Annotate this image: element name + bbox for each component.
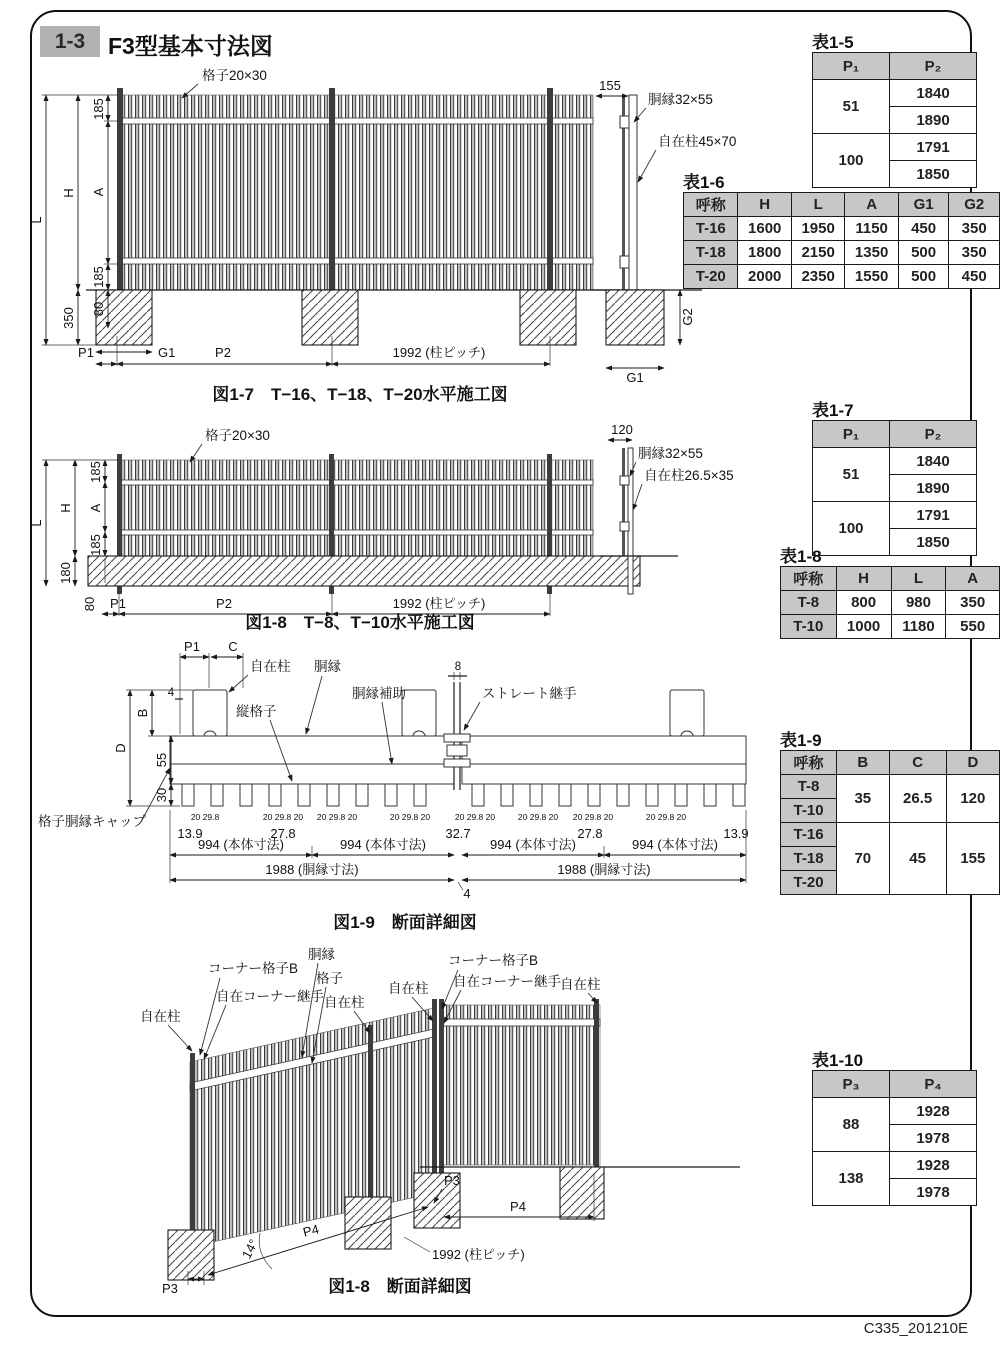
rail-sub-label: 胴縁補助 [352, 686, 406, 701]
straight-joint-label: ストレート継手 [482, 686, 577, 701]
svg-text:1988 (胴縁寸法): 1988 (胴縁寸法) [265, 862, 359, 877]
table-cell: 2150 [791, 241, 844, 265]
column-header: 呼称 [781, 567, 837, 591]
column-header: A [845, 193, 898, 217]
table-cell: 550 [946, 615, 1000, 639]
table-cell: 1890 [890, 475, 977, 502]
table-cell: 1850 [890, 161, 977, 188]
dim-55: 55 [154, 752, 169, 768]
fig9-caption: 図1-9 断面詳細図 [333, 913, 477, 932]
table-cell: 1850 [890, 529, 977, 556]
fig8-front-elevation-diagram [30, 418, 775, 636]
rail-size-label: 胴縁32×55 [648, 92, 713, 107]
table-cell: 450 [898, 217, 949, 241]
dim-P2: P2 [216, 596, 232, 611]
svg-text:1988 (胴縁寸法): 1988 (胴縁寸法) [557, 862, 651, 877]
table-cell: 51 [813, 80, 890, 134]
dim-8: 8 [454, 661, 462, 673]
svg-text:20 29.8 20: 20 29.8 20 [262, 812, 304, 822]
dim-P4-right: P4 [510, 1199, 526, 1214]
column-header: 呼称 [684, 193, 738, 217]
table-cell: 500 [898, 265, 949, 289]
table-cell: 1950 [791, 217, 844, 241]
table-cell: 1600 [738, 217, 791, 241]
lattice-label: 縦格子 [236, 704, 277, 719]
table-1-7 [812, 420, 977, 556]
dim-P1: P1 [78, 345, 94, 360]
fig8-fence [88, 454, 640, 594]
svg-text:994 (本体寸法): 994 (本体寸法) [490, 837, 576, 852]
column-header: B [837, 751, 889, 775]
table-cell: 88 [813, 1098, 890, 1152]
column-header: A [946, 567, 1000, 591]
column-header: D [946, 751, 999, 775]
dim-L: L [29, 216, 44, 224]
table-cell: 1840 [890, 80, 977, 107]
table-cell: 350 [946, 591, 1000, 615]
post-size-label: 自在柱26.5×35 [644, 468, 734, 483]
fig7-fence [86, 88, 640, 345]
table-cell: 800 [836, 591, 891, 615]
cap-label: 格子胴縁キャップ [38, 814, 146, 829]
rail-label: 胴縁 [308, 947, 335, 962]
table-cell: 1791 [890, 502, 977, 529]
lattice-label: 格子 [316, 971, 343, 986]
table-cell: 1978 [890, 1179, 977, 1206]
svg-text:994 (本体寸法): 994 (本体寸法) [340, 837, 426, 852]
dim-pitch: 1992 (柱ピッチ) [392, 345, 486, 360]
fig10-fence [168, 999, 740, 1280]
corner-lattice-label-left: コーナー格子B [208, 961, 299, 976]
fig7-caption: 図1-7 T−16、T−18、T−20水平施工図 [212, 385, 508, 404]
dim-P1: P1 [184, 639, 200, 654]
row-header: T-16 [684, 217, 738, 241]
post-size-label: 自在柱45×70 [658, 134, 737, 149]
svg-text:20 29.8: 20 29.8 [190, 812, 220, 822]
table-cell: 980 [891, 591, 946, 615]
svg-text:20 29.8 20: 20 29.8 20 [517, 812, 559, 822]
post-label: 自在柱 [250, 659, 291, 674]
dim-G2: G2 [680, 308, 695, 326]
svg-text:20 29.8 20: 20 29.8 20 [389, 812, 431, 822]
dim-30: 30 [154, 787, 169, 803]
row-header: T-8 [781, 775, 837, 799]
table-cell: 500 [898, 241, 949, 265]
svg-text:20 29.8 20: 20 29.8 20 [316, 812, 358, 822]
svg-text:27.8: 27.8 [270, 826, 296, 841]
table-cell: 1150 [845, 217, 898, 241]
column-header: L [891, 567, 946, 591]
dim-4: 4 [167, 687, 175, 699]
corner-joint-label-center: 自在コーナー継手 [453, 974, 561, 989]
table-cell: 100 [813, 134, 890, 188]
table-cell: 155 [946, 823, 999, 895]
column-header: C [889, 751, 946, 775]
table-1-9-title: 表1-9 [780, 731, 822, 750]
column-header: P₃ [813, 1071, 890, 1098]
table-cell: 1550 [845, 265, 898, 289]
dim-185-bottom: 185 [88, 534, 103, 556]
dim-180: 180 [58, 562, 73, 584]
dim-A: A [88, 503, 103, 513]
svg-text:20 29.8 20: 20 29.8 20 [454, 812, 496, 822]
fig9-section [167, 682, 746, 806]
dim-80: 80 [82, 596, 97, 612]
svg-text:994 (本体寸法): 994 (本体寸法) [632, 837, 718, 852]
table-cell: 2350 [791, 265, 844, 289]
table-cell: 70 [837, 823, 889, 895]
table-cell: 1978 [890, 1125, 977, 1152]
table-cell: 2000 [738, 265, 791, 289]
table-cell: 1791 [890, 134, 977, 161]
dim-angle: 14° [238, 1236, 262, 1262]
rail-size-label: 胴縁32×55 [638, 446, 703, 461]
table-1-8 [780, 566, 1000, 639]
dim-P3-center: P3 [444, 1173, 460, 1188]
lattice-label: 格子20×30 [202, 68, 267, 83]
column-header: H [836, 567, 891, 591]
table-cell: 350 [949, 217, 1000, 241]
corner-joint-label-left: 自在コーナー継手 [216, 989, 324, 1004]
table-cell: 35 [837, 775, 889, 823]
corner-lattice-label-center: コーナー格子B [448, 953, 539, 968]
dim-L: L [29, 519, 44, 527]
row-header: T-20 [781, 871, 837, 895]
column-header: 呼称 [781, 751, 837, 775]
dim-H: H [61, 188, 76, 198]
post-label-corner: 自在柱 [388, 981, 429, 996]
row-header: T-20 [684, 265, 738, 289]
page-title: F3型基本寸法図 [108, 33, 273, 59]
table-cell: 45 [889, 823, 946, 895]
dim-C: C [228, 639, 238, 654]
dim-P4-left: P4 [301, 1221, 321, 1240]
table-1-10-title: 表1-10 [812, 1051, 864, 1070]
table-1-5-title: 表1-5 [812, 33, 854, 52]
svg-text:20 29.8 20: 20 29.8 20 [572, 812, 614, 822]
row-header: T-10 [781, 799, 837, 823]
dim-pitch: 1992 (柱ピッチ) [432, 1247, 525, 1262]
column-header: P₂ [890, 53, 977, 80]
svg-text:20 29.8 20: 20 29.8 20 [645, 812, 687, 822]
post-label-left: 自在柱 [140, 1009, 181, 1024]
table-cell: 1890 [890, 107, 977, 134]
dim-120: 120 [611, 422, 633, 437]
column-header: P₄ [890, 1071, 977, 1098]
dim-H: H [58, 503, 73, 513]
dim-4-gap: 4 [463, 886, 471, 901]
rail-label: 胴縁 [314, 659, 341, 674]
post-label-right: 自在柱 [560, 977, 601, 992]
row-header: T-10 [781, 615, 837, 639]
lattice-label: 格子20×30 [205, 428, 270, 443]
table-cell: 350 [949, 241, 1000, 265]
column-header: P₂ [890, 421, 977, 448]
table-1-8-title: 表1-8 [780, 547, 822, 566]
table-cell: 1350 [845, 241, 898, 265]
dim-155: 155 [599, 78, 621, 93]
table-cell: 1840 [890, 448, 977, 475]
document-code: C335_201210E [863, 1320, 968, 1337]
row-header: T-16 [781, 823, 837, 847]
svg-text:32.7: 32.7 [445, 826, 471, 841]
dim-P3-left: P3 [162, 1281, 178, 1296]
row-header: T-8 [781, 591, 837, 615]
dim-185-bottom: 185 [91, 266, 106, 288]
column-header: P₁ [813, 53, 890, 80]
dim-D: D [113, 743, 128, 753]
dim-P2: P2 [215, 345, 231, 360]
dim-G1-side: G1 [626, 370, 644, 385]
column-header: G2 [949, 193, 1000, 217]
table-cell: 120 [946, 775, 999, 823]
fig8-caption: 図1-8 T−8、T−10水平施工図 [245, 613, 475, 632]
dim-B: B [135, 708, 150, 718]
table-cell: 450 [949, 265, 1000, 289]
table-1-10 [812, 1070, 977, 1206]
table-cell: 1800 [738, 241, 791, 265]
svg-text:13.9: 13.9 [177, 826, 203, 841]
table-cell: 100 [813, 502, 890, 556]
table-cell: 138 [813, 1152, 890, 1206]
row-header: T-18 [781, 847, 837, 871]
table-cell: 1928 [890, 1098, 977, 1125]
fig10-corner-detail-diagram [40, 945, 760, 1297]
dim-185-top: 185 [88, 461, 103, 483]
section-number-badge: 1-3 [40, 26, 100, 57]
dim-pitch: 1992 (柱ピッチ) [392, 596, 486, 611]
dim-350: 350 [61, 307, 76, 329]
post-label-mid: 自在柱 [324, 995, 365, 1010]
table-1-5 [812, 52, 977, 188]
column-header: H [738, 193, 791, 217]
dim-185-top: 185 [91, 98, 106, 120]
table-1-6-title: 表1-6 [683, 173, 725, 192]
column-header: L [791, 193, 844, 217]
svg-text:994 (本体寸法): 994 (本体寸法) [198, 837, 284, 852]
lattice-stubs [182, 784, 745, 806]
svg-text:27.8: 27.8 [577, 826, 603, 841]
fig7-front-elevation-diagram [30, 60, 775, 415]
dim-P1: P1 [110, 596, 126, 611]
svg-text:13.9: 13.9 [723, 826, 749, 841]
fig9-section-detail-diagram [30, 638, 775, 943]
column-header: G1 [898, 193, 949, 217]
table-cell: 1928 [890, 1152, 977, 1179]
table-1-9 [780, 750, 1000, 895]
row-header: T-18 [684, 241, 738, 265]
column-header: P₁ [813, 421, 890, 448]
table-cell: 51 [813, 448, 890, 502]
lattice-pitch-labels [191, 812, 687, 822]
table-cell: 1000 [836, 615, 891, 639]
table-cell: 26.5 [889, 775, 946, 823]
fig10-caption: 図1-8 断面詳細図 [328, 1277, 472, 1296]
table-1-7-title: 表1-7 [812, 401, 854, 420]
dim-G1: G1 [158, 345, 176, 360]
dim-A: A [91, 187, 106, 197]
table-cell: 1180 [891, 615, 946, 639]
table-1-6 [683, 192, 1000, 289]
dim-80: 80 [91, 301, 106, 317]
